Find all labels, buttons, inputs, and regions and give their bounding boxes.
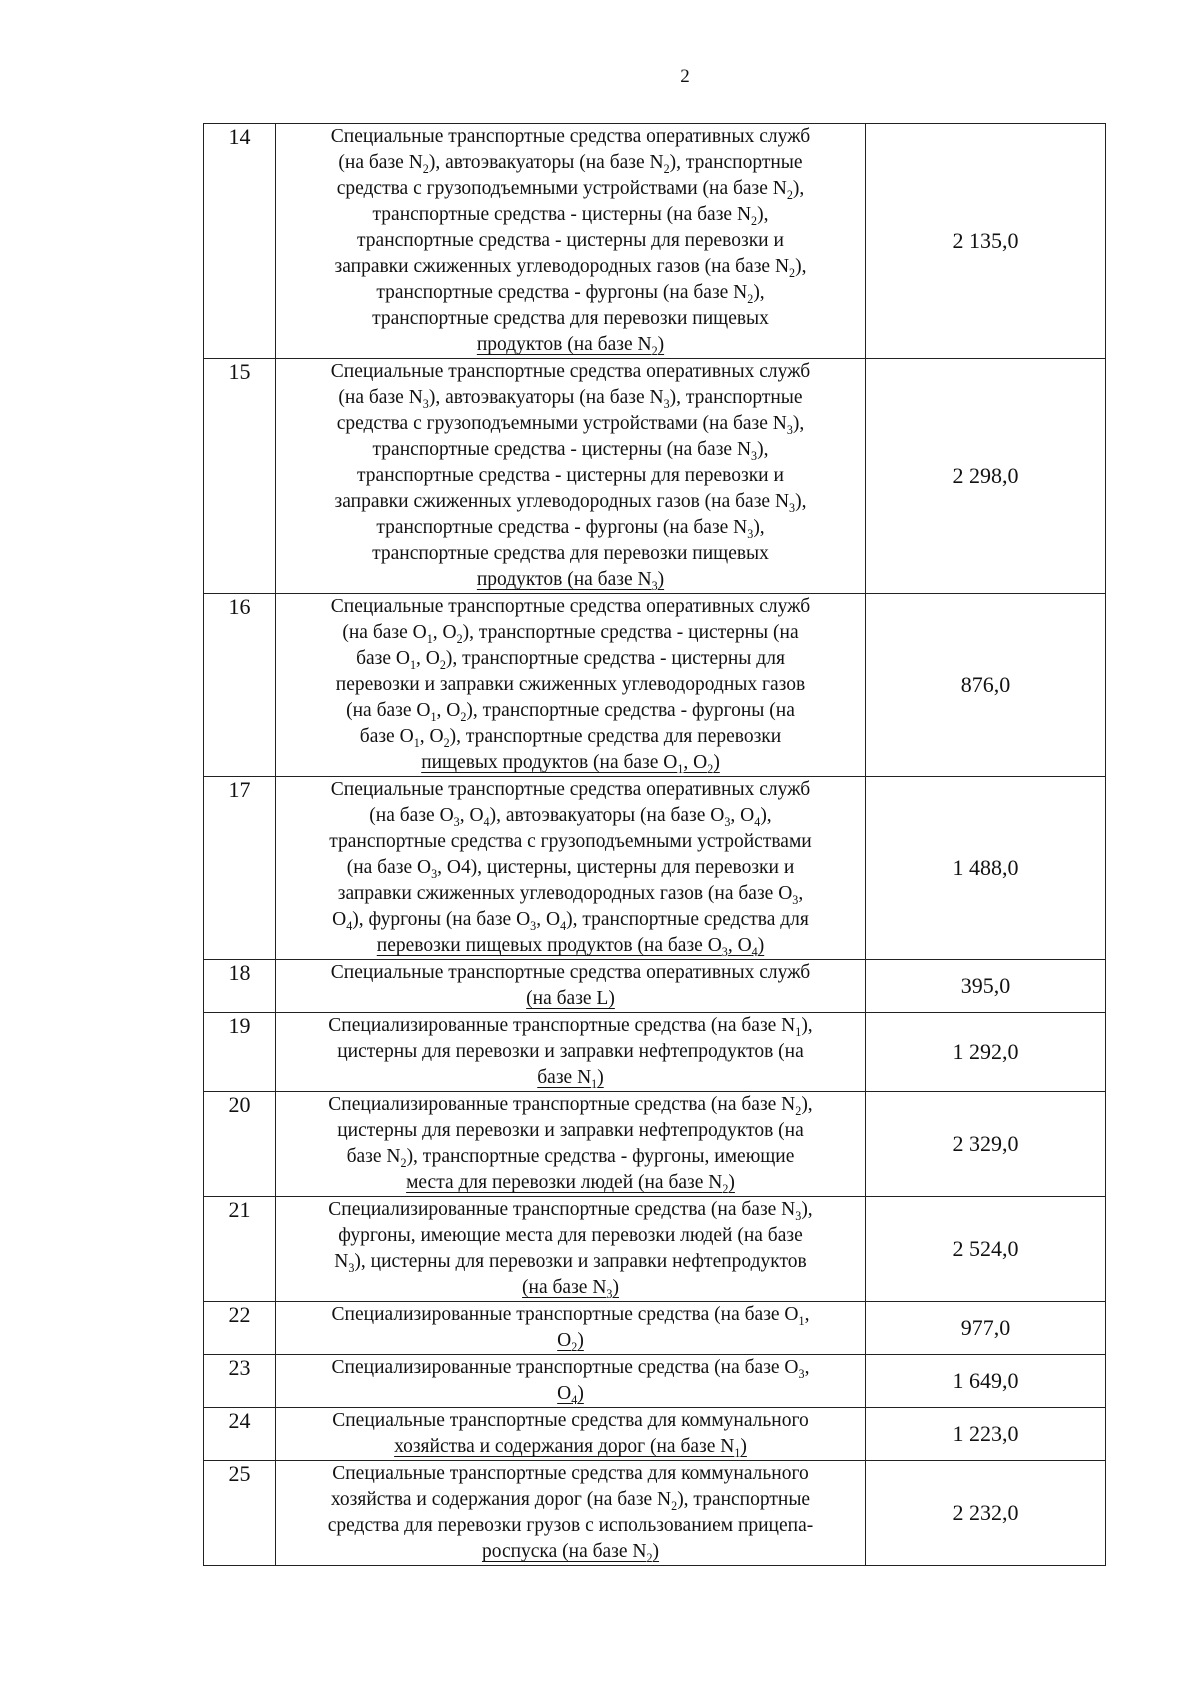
row-value: 395,0	[866, 960, 1106, 1013]
row-value: 1 488,0	[866, 777, 1106, 960]
description-line: продуктов (на базе $N_2$)	[476, 334, 665, 358]
table-row	[204, 1302, 1106, 1355]
description-line: Специализированные транспортные средства (на базе $O_3$,	[331, 1357, 810, 1381]
description-line: перевозки и заправки сжиженных углеводородных газов	[335, 674, 806, 695]
row-value: 2 232,0	[866, 1461, 1106, 1566]
description-line: цистерны для перевозки и заправки нефтепродуктов (на	[337, 1120, 804, 1141]
description-line: продуктов (на базе $N_3$)	[476, 569, 665, 593]
description-line: $O_4$)	[557, 1383, 584, 1407]
description-line: транспортные средства - цистерны для перевозки и	[357, 230, 784, 251]
description-line: Специальные транспортные средства оперативных служб	[330, 596, 811, 617]
row-number: 16	[204, 594, 276, 777]
description-line: $N_3$), цистерны для перевозки и заправки нефтепродуктов	[334, 1251, 807, 1275]
description-line: заправки сжиженных углеводородных газов (на базе $N_2$),	[334, 256, 807, 280]
description-line: перевозки пищевых продуктов (на базе $O_3$, $O_4$)	[376, 935, 765, 959]
description-line: заправки сжиженных углеводородных газов (на базе $O_3$,	[337, 883, 804, 907]
table-row	[204, 594, 1106, 777]
table-row	[204, 960, 1106, 1013]
row-number: 22	[204, 1302, 276, 1355]
row-description	[276, 1461, 866, 1566]
description-line: (на базе L)	[526, 988, 615, 1009]
row-value: 977,0	[866, 1302, 1106, 1355]
description-line: Специализированные транспортные средства (на базе $N_3$),	[328, 1199, 813, 1223]
description-line: Специальные транспортные средства для коммунального	[332, 1463, 809, 1484]
row-value: 2 298,0	[866, 359, 1106, 594]
row-number: 17	[204, 777, 276, 960]
row-description	[276, 1408, 866, 1461]
description-line: цистерны для перевозки и заправки нефтепродуктов (на	[337, 1041, 804, 1062]
description-line: транспортные средства для перевозки пищевых	[372, 543, 769, 564]
row-number: 15	[204, 359, 276, 594]
row-description	[276, 124, 866, 359]
row-value: 876,0	[866, 594, 1106, 777]
table-row	[204, 124, 1106, 359]
row-description	[276, 1302, 866, 1355]
row-description	[276, 777, 866, 960]
description-line: Специализированные транспортные средства (на базе $N_1$),	[328, 1015, 813, 1039]
description-line: средства для перевозки грузов с использованием прицепа-	[327, 1515, 814, 1536]
description-line: транспортные средства - фургоны (на базе $N_3$),	[376, 517, 765, 541]
row-value: 2 135,0	[866, 124, 1106, 359]
description-line: хозяйства и содержания дорог (на базе $N_1$)	[394, 1436, 747, 1460]
row-description	[276, 1197, 866, 1302]
row-value: 2 524,0	[866, 1197, 1106, 1302]
row-description	[276, 1355, 866, 1408]
description-line: места для перевозки людей (на базе $N_2$)	[406, 1172, 735, 1196]
description-line: (на базе $O_1$, $O_2$), транспортные средства - фургоны (на	[346, 700, 795, 724]
description-line: транспортные средства - цистерны для перевозки и	[357, 465, 784, 486]
description-line: транспортные средства для перевозки пищевых	[372, 308, 769, 329]
description-line: базе $O_1$, $O_2$), транспортные средства - цистерны для	[356, 648, 785, 672]
row-description	[276, 960, 866, 1013]
description-line: Специальные транспортные средства оперативных служб	[330, 361, 811, 382]
row-number: 19	[204, 1013, 276, 1092]
description-line: Специальные транспортные средства оперативных служб	[330, 126, 811, 147]
row-number: 25	[204, 1461, 276, 1566]
description-line: средства с грузоподъемными устройствами (на базе $N_2$),	[336, 178, 805, 202]
description-line: базе $N_2$), транспортные средства - фургоны, имеющие	[346, 1146, 795, 1170]
description-line: транспортные средства - цистерны (на базе $N_2$),	[372, 204, 769, 228]
description-line: базе $N_1$)	[537, 1067, 604, 1091]
table-row	[204, 1013, 1106, 1092]
table-row	[204, 1197, 1106, 1302]
description-line: пищевых продуктов (на базе $O_1$, $O_2$)	[421, 752, 720, 776]
description-line: Специализированные транспортные средства (на базе $N_2$),	[328, 1094, 813, 1118]
description-line: средства с грузоподъемными устройствами (на базе $N_3$),	[336, 413, 805, 437]
table-row	[204, 1355, 1106, 1408]
description-line: фургоны, имеющие места для перевозки людей (на базе	[338, 1225, 803, 1246]
description-line: заправки сжиженных углеводородных газов (на базе $N_3$),	[334, 491, 807, 515]
description-line: (на базе $N_3$), автоэвакуаторы (на базе $N_3$), транспортные	[338, 387, 803, 411]
row-number: 14	[204, 124, 276, 359]
row-description	[276, 1013, 866, 1092]
description-line: $O_4$), фургоны (на базе $O_3$, $O_4$), транспортные средства для	[332, 909, 809, 933]
description-line: транспортные средства с грузоподъемными устройствами	[329, 831, 812, 852]
table-body	[204, 124, 1106, 1566]
table-row	[204, 1461, 1106, 1566]
row-value: 1 649,0	[866, 1355, 1106, 1408]
description-line: (на базе $N_3$)	[522, 1277, 619, 1301]
description-line: (на базе $O_1$, $O_2$), транспортные средства - цистерны (на	[342, 622, 799, 646]
description-line: (на базе $N_2$), автоэвакуаторы (на базе $N_2$), транспортные	[338, 152, 803, 176]
row-value: 2 329,0	[866, 1092, 1106, 1197]
row-number: 21	[204, 1197, 276, 1302]
row-value: 1 292,0	[866, 1013, 1106, 1092]
row-value: 1 223,0	[866, 1408, 1106, 1461]
description-line: Специализированные транспортные средства (на базе $O_1$,	[331, 1304, 810, 1328]
page-number: 2	[680, 66, 690, 87]
table-row	[204, 1408, 1106, 1461]
row-description	[276, 1092, 866, 1197]
description-line: (на базе $O_3$, O4), цистерны, цистерны для перевозки и	[346, 857, 795, 881]
description-line: хозяйства и содержания дорог (на базе $N_2$), транспортные	[330, 1489, 811, 1513]
description-line: Специальные транспортные средства оперативных служб	[330, 779, 811, 800]
row-number: 20	[204, 1092, 276, 1197]
description-line: транспортные средства - цистерны (на базе $N_3$),	[372, 439, 769, 463]
table-row	[204, 777, 1106, 960]
row-number: 18	[204, 960, 276, 1013]
description-line: $O_2$)	[557, 1330, 584, 1354]
description-line: базе $O_1$, $O_2$), транспортные средства для перевозки	[359, 726, 782, 750]
row-number: 23	[204, 1355, 276, 1408]
table-row	[204, 359, 1106, 594]
description-line: Специальные транспортные средства оперативных служб	[330, 962, 811, 983]
description-line: роспуска (на базе $N_2$)	[481, 1541, 660, 1565]
description-line: (на базе $O_3$, $O_4$), автоэвакуаторы (на базе $O_3$, $O_4$),	[369, 805, 772, 829]
table-row	[204, 1092, 1106, 1197]
tariff-table	[203, 123, 1106, 1566]
row-description	[276, 594, 866, 777]
row-description	[276, 359, 866, 594]
row-number: 24	[204, 1408, 276, 1461]
description-line: транспортные средства - фургоны (на базе $N_2$),	[376, 282, 765, 306]
description-line: Специальные транспортные средства для коммунального	[332, 1410, 809, 1431]
